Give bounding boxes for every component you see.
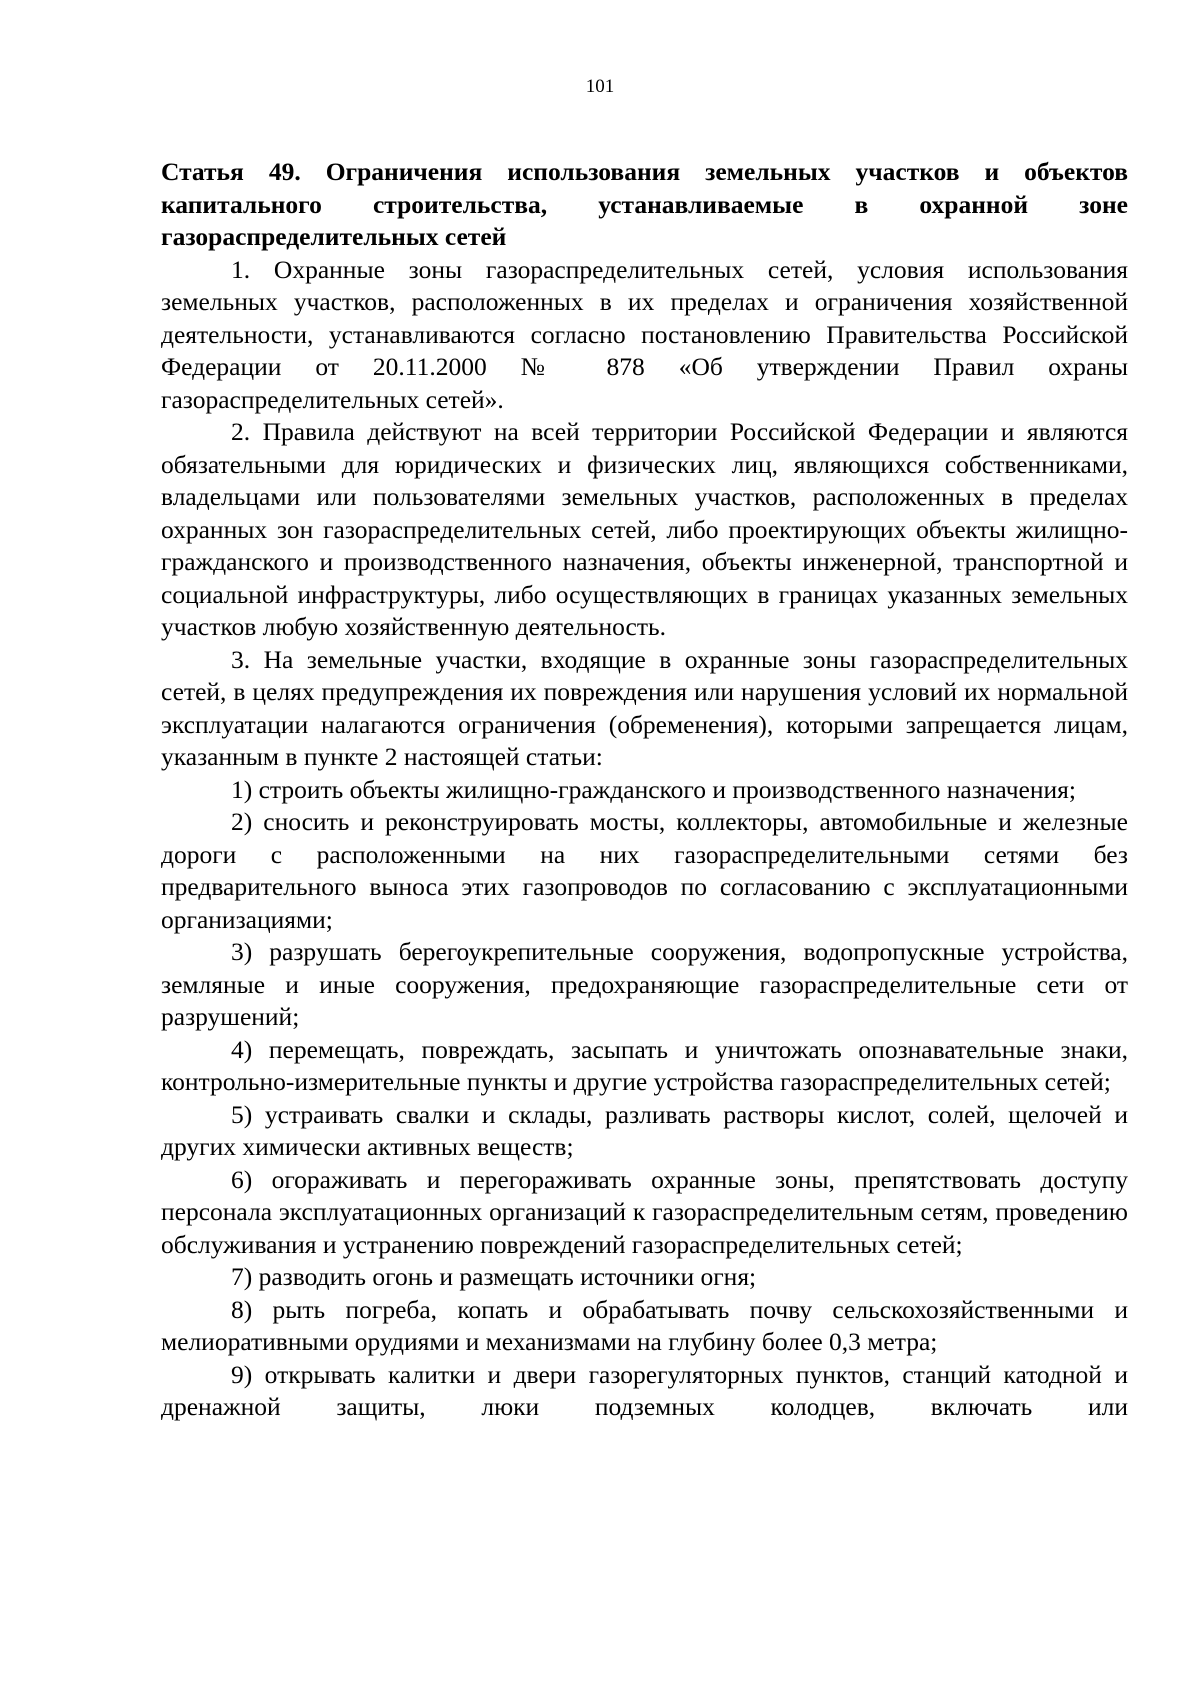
list-item-5: 5) устраивать свалки и склады, разливать растворы кислот, солей, щелочей и других химически активных веществ; <box>161 1099 1128 1161</box>
list-item-7: 7) разводить огонь и размещать источники огня; <box>231 1262 757 1291</box>
paragraph-3: 3. На земельные участки, входящие в охранные зоны газораспределительных сетей, в целях предупреждения их повреждения или нарушения условий их нормальной эксплуатации налагаются ограничения (обременения), которыми запрещается лицам, указанным в пункте 2 настоящей статьи: <box>161 644 1128 771</box>
page-body <box>161 156 1128 1424</box>
list-item-6: 6) огораживать и перегораживать охранные зоны, препятствовать доступу персонала эксплуатационных организаций к газораспределительным сетям, проведению обслуживания и устранению повреждений газораспределительных сетей; <box>161 1164 1128 1259</box>
list-item-9: 9) открывать калитки и двери газорегуляторных пунктов, станций катодной и дренажной защиты, люки подземных колодцев, включать или <box>161 1359 1128 1421</box>
list-item-1: 1) строить объекты жилищно-гражданского и производственного назначения; <box>231 774 1076 804</box>
list-item-4: 4) перемещать, повреждать, засыпать и уничтожать опознавательные знаки, контрольно-измерительные пункты и другие устройства газораспределительных сетей; <box>161 1034 1128 1096</box>
paragraph-1: 1. Охранные зоны газораспределительных сетей, условия использования земельных участков, расположенных в их пределах и ограничения хозяйственной деятельности, устанавливаются согласно постановлению Правительства Российской Федерации от 20.11.2000 № 878 «Об утверждении Правил охраны газораспределительных сетей». <box>161 254 1128 414</box>
list-item-2: 2) сносить и реконструировать мосты, коллекторы, автомобильные и железные дороги с расположенными на них газораспределительными сетями без предварительного выноса этих газопроводов по согласованию с эксплуатационными организациями; <box>161 807 1128 934</box>
article-title: Статья 49. Ограничения использования земельных участков и объектов капитального строительства, устанавливаемые в охранной зоне газораспределительных сетей <box>161 157 1128 251</box>
page-number: 101 <box>585 76 615 97</box>
paragraph-2: 2. Правила действуют на всей территории Российской Федерации и являются обязательными для юридических и физических лиц, являющихся собственниками, владельцами или пользователями земельных участков, расположенных в пределах охранных зон газораспределительных сетей, либо проектирующих объекты жилищно-гражданского и производственного назначения, объекты инженерной, транспортной и социальной инфраструктуры, либо осуществляющих в границах указанных земельных участков любую хозяйственную деятельность. <box>161 417 1128 641</box>
list-item-3: 3) разрушать берегоукрепительные сооружения, водопропускные устройства, земляные и иные сооружения, предохраняющие газораспределительные сети от разрушений; <box>161 937 1128 1031</box>
list-item-8: 8) рыть погреба, копать и обрабатывать почву сельскохозяйственными и мелиоративными орудиями и механизмами на глубину более 0,3 метра; <box>161 1294 1128 1356</box>
